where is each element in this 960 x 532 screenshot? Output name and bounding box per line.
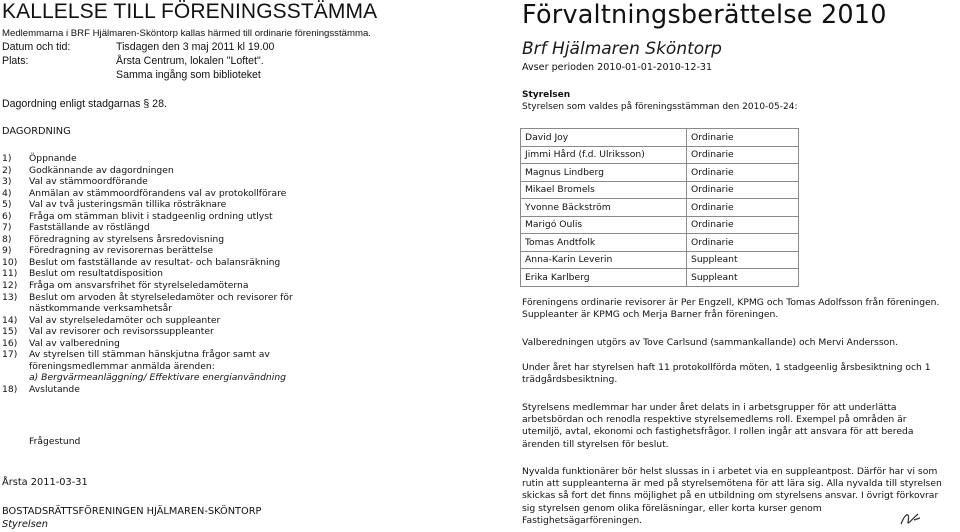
auditors-paragraph: Föreningens ordinarie revisorer är Per Engzell, KPMG och Tomas Adolfsson från föreningen. Suppleanter är KPMG och Merja Barner från föreningen. — [522, 297, 940, 321]
agenda-item-text: Val av styrelseledamöter och suppleanter — [29, 314, 221, 326]
agenda-item-text: Beslut om arvoden åt styrelseledamöter och revisorer för nästkommande verksamhetsår — [29, 291, 293, 315]
report-period: Avser perioden 2010-01-01-2010-12-31 — [522, 62, 713, 73]
date-value: Tisdagen den 3 maj 2011 kl 19.00 — [116, 41, 275, 53]
board-member-name: Magnus Lindberg — [521, 164, 687, 182]
agenda-item-number: 7) — [2, 222, 12, 234]
board-member-row — [521, 164, 799, 182]
agenda-item-text: Fråga om ansvarsfrihet för styrelseledamöterna — [29, 280, 249, 292]
board-member-role: Ordinarie — [687, 164, 799, 182]
agenda-item-text: Föredragning av revisorernas berättelse — [29, 245, 214, 257]
board-member-row — [521, 146, 799, 164]
agenda-sub-item: a) Bergvärmeanläggning/ Effektivare energianvändning — [29, 372, 286, 384]
agenda-item — [2, 188, 362, 200]
agenda-item — [2, 222, 362, 234]
agenda-item-number: 4) — [2, 187, 12, 199]
board-member-row — [521, 269, 799, 287]
board-member-name: David Joy — [521, 129, 687, 147]
board-member-row — [521, 251, 799, 269]
agenda-item-number: 17) — [2, 349, 18, 361]
agenda-item-text: Godkännande av dagordningen — [29, 164, 174, 176]
agenda-item-number: 11) — [2, 268, 18, 280]
report-subtitle: Brf Hjälmaren Sköntorp — [522, 39, 722, 59]
agenda-item-text: Val av två justeringsmän tillika rösträknare — [29, 199, 227, 211]
board-table — [520, 128, 799, 287]
new-officers-paragraph: Nyvalda funktionärer bör helst slussas in i arbetet via en suppleantpost. Därför har vi som rutin att suppleanterna är med på styrelsemötena för att lära sig. Alla nyvalda till styrelsen skickas så fort det finns möjlighet på en utbildning om styrelsens ansvar. I övrigt förkovrar sig styrelsen genom olika föreläsningar, eller korta kurser genom Fastighetsägarföreningen. — [522, 466, 942, 526]
agenda-item-number: 9) — [2, 245, 12, 257]
agenda-item — [2, 199, 362, 211]
agenda-item-text: Föredragning av styrelsens årsredovisning — [29, 233, 225, 245]
agenda-item — [2, 268, 362, 280]
agenda-item-text: Öppnande — [29, 153, 77, 164]
board-member-name: Erika Karlberg — [521, 269, 687, 287]
agenda-item-number: 10) — [2, 256, 18, 268]
report-title: Förvaltningsberättelse 2010 — [522, 0, 887, 30]
agenda-item — [2, 245, 362, 257]
agenda-item — [2, 234, 362, 246]
agenda-item-text: Val av revisorer och revisorssuppleanter — [29, 326, 214, 338]
agenda-item-number: 5) — [2, 199, 12, 211]
board-member-role: Suppleant — [687, 269, 799, 287]
board-member-row — [521, 199, 799, 217]
board-member-role: Suppleant — [687, 251, 799, 269]
agenda-item-text: Avslutande — [29, 383, 80, 395]
signature-scribble — [898, 508, 924, 530]
board-member-name: Anna-Karin Leverin — [521, 251, 687, 269]
agenda-item-text: Beslut om resultatdisposition — [29, 268, 163, 280]
signature-text: Styrelsen — [2, 519, 48, 530]
agenda-item — [2, 349, 362, 384]
agenda-item-text: Val av valberedning — [29, 337, 120, 349]
agenda-item-number: 2) — [2, 164, 12, 176]
agenda-item-number: 6) — [2, 210, 12, 222]
board-member-name: Marigó Oulis — [521, 216, 687, 234]
board-intro: Styrelsen som valdes på föreningsstämman den 2010-05-24: — [522, 102, 798, 112]
nomination-paragraph: Valberedningen utgörs av Tove Carlsund (sammankallande) och Mervi Andersson. — [522, 337, 898, 348]
board-member-role: Ordinarie — [687, 129, 799, 147]
agenda-item-text: Av styrelsen till stämman hänskjutna frågor samt av föreningsmedlemmar anmälda ärenden: — [29, 349, 270, 372]
board-member-role: Ordinarie — [687, 146, 799, 164]
board-member-row — [521, 181, 799, 199]
agenda-item-number: 8) — [2, 233, 12, 245]
board-member-role: Ordinarie — [687, 216, 799, 234]
agenda-item — [2, 153, 362, 165]
board-member-row — [521, 234, 799, 252]
agenda-item-number: 1) — [2, 153, 12, 164]
agenda-rule: Dagordning enligt stadgarnas § 28. — [2, 98, 167, 110]
agenda-item-number: 15) — [2, 326, 18, 338]
workgroups-paragraph: Styrelsens medlemmar har under året delats in i arbetsgrupper för att underlätta arbetsbördan och renodla respektive styrelsemedlems roll. Exempel på områden är utemiljö, avtal, ekonomi och fastighetsfrågor. I rollen ingår att ansvara för att bereda ärenden till styrelsen för beslut. — [522, 402, 914, 450]
notice-intro: Medlemmarna i BRF Hjälmaren-Sköntorp kallas härmed till ordinarie föreningsstämma. — [2, 28, 371, 39]
closing-item: Frågestund — [29, 436, 81, 447]
agenda-item-number: 13) — [2, 291, 18, 303]
place-label: Plats: — [2, 55, 29, 67]
agenda-item — [2, 326, 362, 338]
entrance-note: Samma ingång som biblioteket — [116, 69, 261, 81]
agenda-item — [2, 165, 362, 177]
agenda-item — [2, 292, 362, 315]
notice-title: KALLELSE TILL FÖRENINGSSTÄMMA — [2, 0, 378, 23]
agenda-item-number: 12) — [2, 280, 18, 292]
agenda-item — [2, 384, 362, 396]
board-member-role: Ordinarie — [687, 234, 799, 252]
agenda-item-number: 14) — [2, 314, 18, 326]
agenda-item-text: Anmälan av stämmoordförandens val av protokollförare — [29, 187, 287, 199]
meetings-paragraph: Under året har styrelsen haft 11 protokollförda möten, 1 stadgeenlig årsbesiktning och 1 trädgårdsbesiktning. — [522, 362, 931, 386]
agenda-item — [2, 211, 362, 223]
agenda-item-text: Fastställande av röstlängd — [29, 222, 150, 234]
organization-name: BOSTADSRÄTTSFÖRENINGEN HJÄLMAREN-SKÖNTORP — [2, 506, 262, 517]
board-member-role: Ordinarie — [687, 199, 799, 217]
board-member-row — [521, 216, 799, 234]
agenda-item — [2, 315, 362, 327]
agenda-item-text: Beslut om fastställande av resultat- och balansräkning — [29, 256, 281, 268]
agenda-item-number: 16) — [2, 337, 18, 349]
agenda-item-text: Val av stämmoordförande — [29, 176, 148, 188]
agenda-item-number: 18) — [2, 383, 18, 395]
board-member-name: Jimmi Hård (f.d. Ulriksson) — [521, 146, 687, 164]
date-label: Datum och tid: — [2, 41, 71, 53]
board-member-name: Mikael Bromels — [521, 181, 687, 199]
place-date: Årsta 2011-03-31 — [2, 477, 88, 488]
board-member-row — [521, 129, 799, 147]
agenda-list — [2, 153, 362, 395]
agenda-heading: DAGORDNING — [2, 126, 71, 137]
agenda-item — [2, 338, 362, 350]
agenda-item — [2, 176, 362, 188]
board-member-role: Ordinarie — [687, 181, 799, 199]
board-member-name: Tomas Andtfolk — [521, 234, 687, 252]
agenda-item-number: 3) — [2, 176, 12, 188]
place-value: Årsta Centrum, lokalen "Loftet". — [116, 55, 264, 67]
board-member-name: Yvonne Bäckström — [521, 199, 687, 217]
board-heading: Styrelsen — [522, 90, 571, 100]
agenda-item-text: Fråga om stämman blivit i stadgeenlig ordning utlyst — [29, 210, 273, 222]
agenda-item — [2, 257, 362, 269]
agenda-item — [2, 280, 362, 292]
